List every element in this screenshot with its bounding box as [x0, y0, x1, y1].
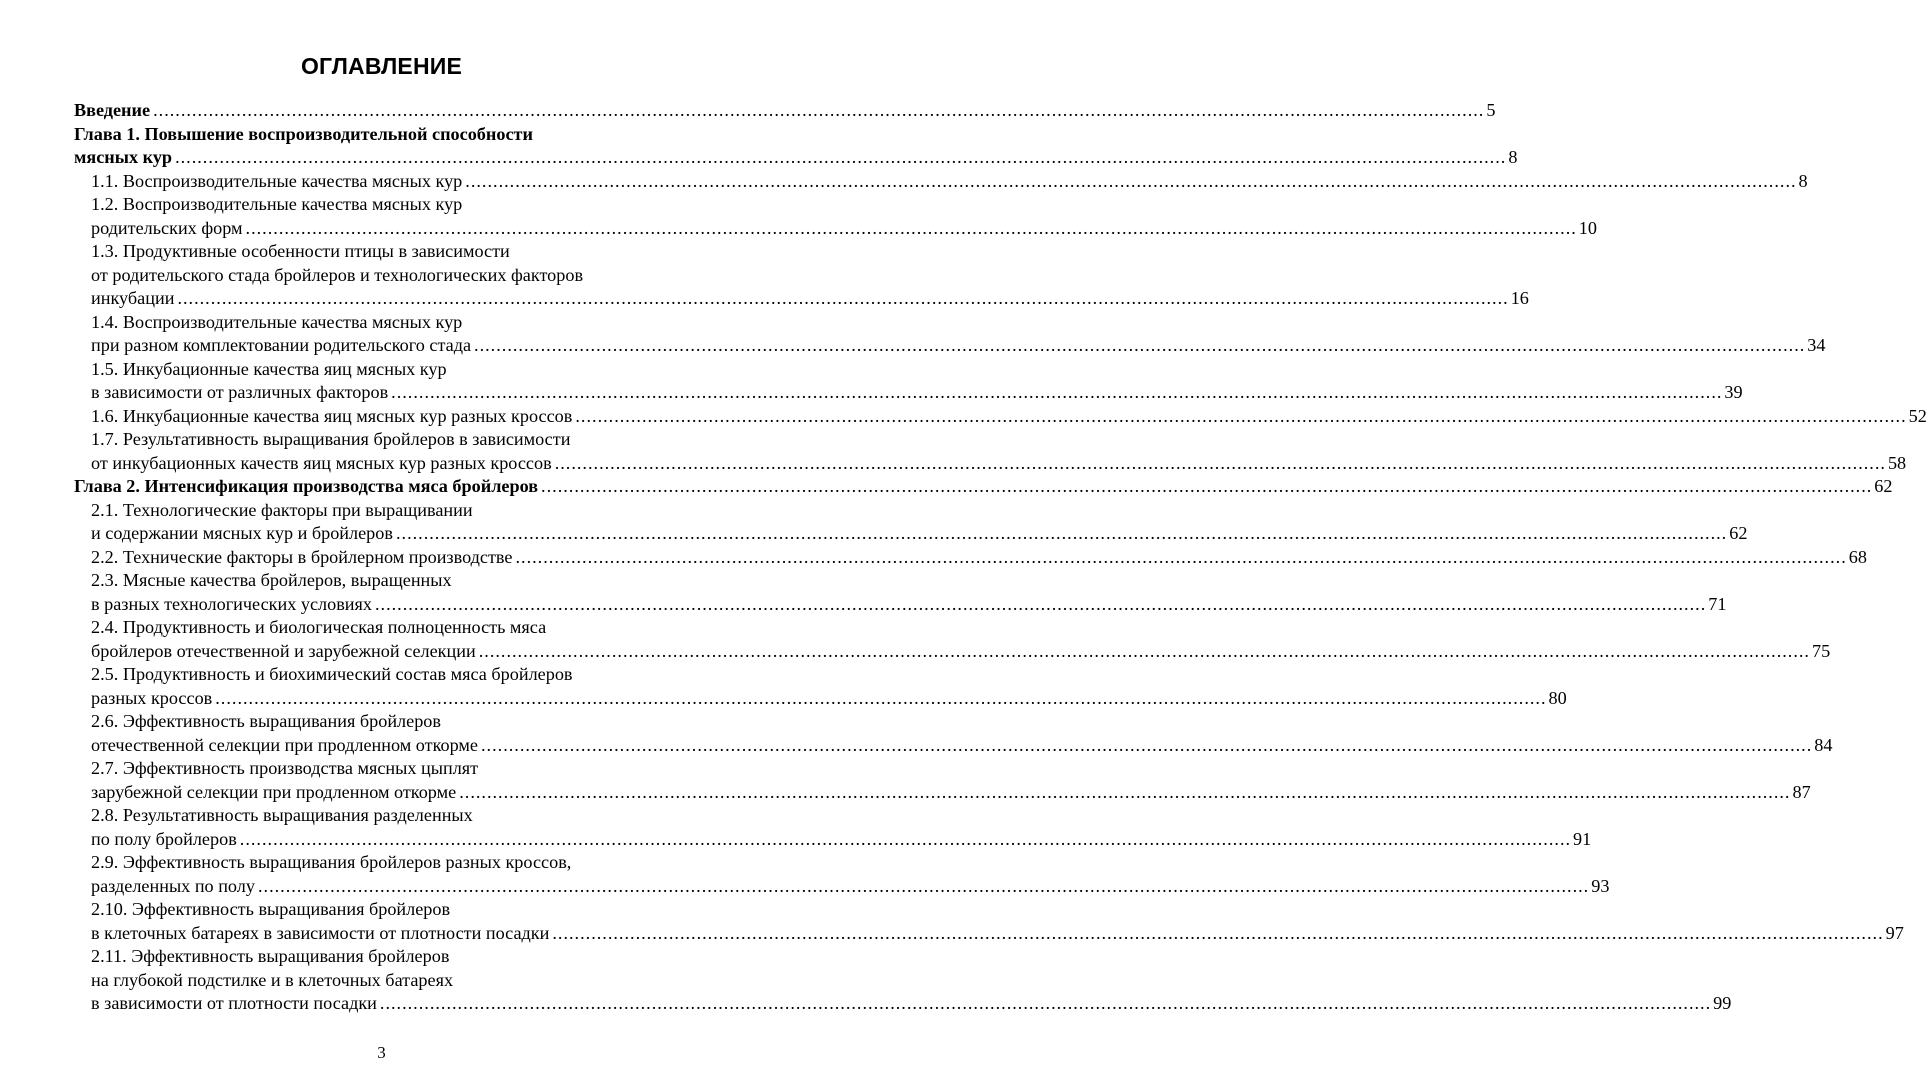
toc-entry-title: мясных кур — [74, 147, 173, 167]
toc-entry-title: родительских форм — [91, 217, 243, 238]
toc-entry — [74, 569, 1727, 616]
toc-item-line — [74, 593, 1727, 617]
toc-entry-title: 1.2. Воспроизводительные качества мясных кур — [91, 194, 463, 214]
toc-entry — [74, 428, 1907, 475]
toc-page-number: 80 — [1548, 687, 1567, 708]
toc-item-line — [74, 945, 690, 969]
toc-entry-title: 1.1. Воспроизводительные качества мясных кур — [91, 170, 463, 191]
toc-item-line — [74, 428, 690, 452]
toc-item-line — [74, 922, 1904, 946]
toc-entry — [74, 240, 1529, 311]
toc-item-line — [74, 405, 1927, 429]
dot-leader: ................................................................................................................................................................................................................................................ — [552, 922, 1884, 943]
toc-item-line — [74, 898, 690, 922]
toc-page-number: 84 — [1814, 734, 1833, 755]
toc-heading-line — [74, 123, 690, 147]
toc-entry-title: от инкубационных качеств яиц мясных кур разных кроссов — [91, 452, 552, 473]
toc-page-number: 58 — [1887, 452, 1907, 473]
toc-entry — [74, 710, 1833, 757]
toc-entry — [74, 99, 1496, 123]
toc-entry-title: в зависимости от различных факторов — [91, 382, 389, 402]
toc-item-line — [74, 851, 690, 875]
toc-page-number: 16 — [1510, 288, 1529, 308]
toc-page-number: 68 — [1848, 546, 1867, 567]
toc-entry — [74, 193, 1597, 240]
toc-entry-title: 1.4. Воспроизводительные качества мясных кур — [91, 311, 463, 332]
toc-item-line — [74, 240, 690, 264]
toc-entry-title: от родительского стада бройлеров и технологических факторов — [91, 264, 584, 285]
toc-entry-title: отечественной селекции при продленном откорме — [91, 734, 478, 755]
toc-entry-title: 1.5. Инкубационные качества яиц мясных кур — [91, 358, 447, 379]
dot-leader: ................................................................................................................................................................................................................................................ — [395, 523, 1728, 543]
toc-entry-title: на глубокой подстилке и в клеточных батареях — [91, 969, 454, 990]
toc-item-line — [74, 264, 690, 288]
toc-page-number: 34 — [1807, 335, 1826, 355]
dot-leader: ................................................................................................................................................................................................................................................ — [478, 640, 1810, 661]
toc-item-line — [74, 828, 1592, 852]
toc-item-line — [74, 734, 1833, 758]
toc-entry-title: 2.9. Эффективность выращивания бройлеров разных кроссов, — [91, 852, 572, 872]
toc-entry-title: 2.10. Эффективность выращивания бройлеров — [91, 899, 451, 919]
toc-entry — [74, 757, 1811, 804]
toc-item-line — [74, 992, 1732, 1016]
dot-leader: ................................................................................................................................................................................................................................................ — [515, 546, 1847, 567]
toc-item-line — [74, 663, 690, 687]
toc-entry — [74, 311, 1826, 358]
dot-leader: ................................................................................................................................................................................................................................................ — [175, 147, 1507, 167]
dot-leader: ................................................................................................................................................................................................................................................ — [153, 100, 1485, 120]
toc-entry-title: в зависимости от плотности посадки — [91, 993, 377, 1013]
toc-page-number: 8 — [1508, 147, 1518, 167]
toc-page-number: 5 — [1486, 100, 1496, 120]
toc-entry-title: в клеточных батареях в зависимости от плотности посадки — [91, 922, 550, 943]
toc-entry-title: разных кроссов — [91, 687, 213, 708]
toc-entry-title: бройлеров отечественной и зарубежной селекции — [91, 640, 476, 661]
toc-page-number: 39 — [1724, 382, 1743, 402]
dot-leader: ................................................................................................................................................................................................................................................ — [379, 993, 1712, 1013]
toc-entry-title: по полу бройлеров — [91, 828, 237, 849]
toc-heading-line — [74, 99, 1496, 123]
toc-item-line — [74, 381, 1743, 405]
toc-entry — [74, 405, 1927, 429]
toc-entry — [74, 170, 1808, 194]
toc-entry-title: 2.6. Эффективность выращивания бройлеров — [91, 711, 441, 731]
dot-leader: ................................................................................................................................................................................................................................................ — [215, 687, 1547, 708]
table-of-contents — [74, 99, 1927, 1016]
dot-leader: ................................................................................................................................................................................................................................................ — [541, 476, 1873, 496]
toc-entry — [74, 804, 1592, 851]
toc-heading-line — [74, 146, 1518, 170]
toc-entry-title: 2.1. Технологические факторы при выращивании — [91, 499, 473, 520]
dot-leader: ................................................................................................................................................................................................................................................ — [575, 405, 1907, 426]
toc-item-line — [74, 616, 690, 640]
toc-item-line — [74, 781, 1811, 805]
toc-page-number: 62 — [1729, 523, 1748, 543]
toc-item-line — [74, 546, 1867, 570]
toc-page-number: 8 — [1798, 170, 1808, 191]
toc-item-line — [74, 757, 690, 781]
toc-page-number: 52 — [1908, 405, 1927, 426]
toc-entry-title: 2.4. Продуктивность и биологическая полноценность мяса — [91, 617, 547, 637]
toc-entry — [74, 123, 1518, 170]
toc-entry-title: 2.8. Результативность выращивания разделенных — [91, 805, 473, 825]
toc-entry — [74, 851, 1610, 898]
dot-leader: ................................................................................................................................................................................................................................................ — [239, 828, 1572, 849]
toc-entry-title: в разных технологических условиях — [91, 593, 372, 614]
toc-page-number: 93 — [1591, 875, 1610, 896]
toc-entry — [74, 475, 1893, 499]
toc-entry — [74, 898, 1904, 945]
toc-item-line — [74, 804, 690, 828]
toc-item-line — [74, 875, 1610, 899]
toc-entry-title: Глава 2. Интенсификация производства мяса бройлеров — [74, 476, 539, 496]
dot-leader: ................................................................................................................................................................................................................................................ — [245, 217, 1577, 238]
toc-entry — [74, 546, 1867, 570]
dot-leader: ................................................................................................................................................................................................................................................ — [391, 382, 1723, 402]
toc-item-line — [74, 170, 1808, 194]
toc-page-number: 87 — [1792, 781, 1811, 802]
toc-item-line — [74, 334, 1826, 358]
toc-entry-title: инкубации — [91, 288, 175, 308]
toc-entry-title: 1.6. Инкубационные качества яиц мясных кур разных кроссов — [91, 405, 573, 426]
toc-entry-title: Глава 1. Повышение воспроизводительной способности — [74, 123, 533, 144]
toc-page-number: 75 — [1811, 640, 1831, 661]
page-title: ОГЛАВЛЕНИЕ — [300, 53, 463, 79]
toc-item-line — [74, 499, 690, 523]
toc-item-line — [74, 640, 1831, 664]
toc-entry-title: 2.2. Технические факторы в бройлерном производстве — [91, 546, 513, 567]
dot-leader: ................................................................................................................................................................................................................................................ — [459, 781, 1791, 802]
toc-entry-title: 1.3. Продуктивные особенности птицы в зависимости — [91, 241, 510, 261]
toc-item-line — [74, 710, 690, 734]
toc-entry-title: при разном комплектовании родительского стада — [91, 335, 472, 355]
dot-leader: ................................................................................................................................................................................................................................................ — [465, 170, 1797, 191]
toc-item-line — [74, 569, 690, 593]
toc-item-line — [74, 452, 1907, 476]
dot-leader: ................................................................................................................................................................................................................................................ — [481, 734, 1813, 755]
toc-page-number: 99 — [1713, 993, 1732, 1013]
toc-page-number: 71 — [1708, 593, 1727, 614]
toc-item-line — [74, 687, 1567, 711]
toc-item-line — [74, 193, 690, 217]
dot-leader: ................................................................................................................................................................................................................................................ — [177, 288, 1509, 308]
toc-heading-line — [74, 475, 1893, 499]
toc-entry-title: 2.5. Продуктивность и биохимический состав мяса бройлеров — [91, 664, 573, 684]
dot-leader: ................................................................................................................................................................................................................................................ — [257, 875, 1590, 896]
toc-page-number: 97 — [1885, 922, 1904, 943]
toc-page-number: 10 — [1578, 217, 1597, 238]
toc-entry — [74, 663, 1567, 710]
toc-item-line — [74, 969, 690, 993]
toc-entry-title: зарубежной селекции при продленном откорме — [91, 781, 457, 802]
toc-entry-title: разделенных по полу — [91, 875, 255, 896]
toc-entry — [74, 358, 1743, 405]
toc-entry-title: и содержании мясных кур и бройлеров — [91, 523, 393, 543]
toc-entry-title: 2.11. Эффективность выращивания бройлеров — [91, 946, 450, 966]
toc-entry — [74, 945, 1732, 1016]
toc-item-line — [74, 287, 1529, 311]
dot-leader: ................................................................................................................................................................................................................................................ — [554, 452, 1886, 473]
toc-item-line — [74, 217, 1597, 241]
toc-item-line — [74, 358, 690, 382]
toc-entry-title: 2.7. Эффективность производства мясных цыплят — [91, 758, 479, 778]
dot-leader: ................................................................................................................................................................................................................................................ — [474, 335, 1806, 355]
toc-entry-title: 1.7. Результативность выращивания бройлеров в зависимости — [91, 429, 571, 449]
page-number: 3 — [377, 1043, 386, 1062]
toc-item-line — [74, 311, 690, 335]
toc-entry — [74, 616, 1831, 663]
toc-item-line — [74, 522, 1748, 546]
toc-entry-title: 2.3. Мясные качества бройлеров, выращенных — [91, 570, 452, 590]
toc-page-number: 62 — [1874, 476, 1893, 496]
dot-leader: ................................................................................................................................................................................................................................................ — [374, 593, 1707, 614]
toc-entry-title: Введение — [74, 100, 151, 120]
toc-page-number: 91 — [1573, 828, 1592, 849]
toc-entry — [74, 499, 1748, 546]
